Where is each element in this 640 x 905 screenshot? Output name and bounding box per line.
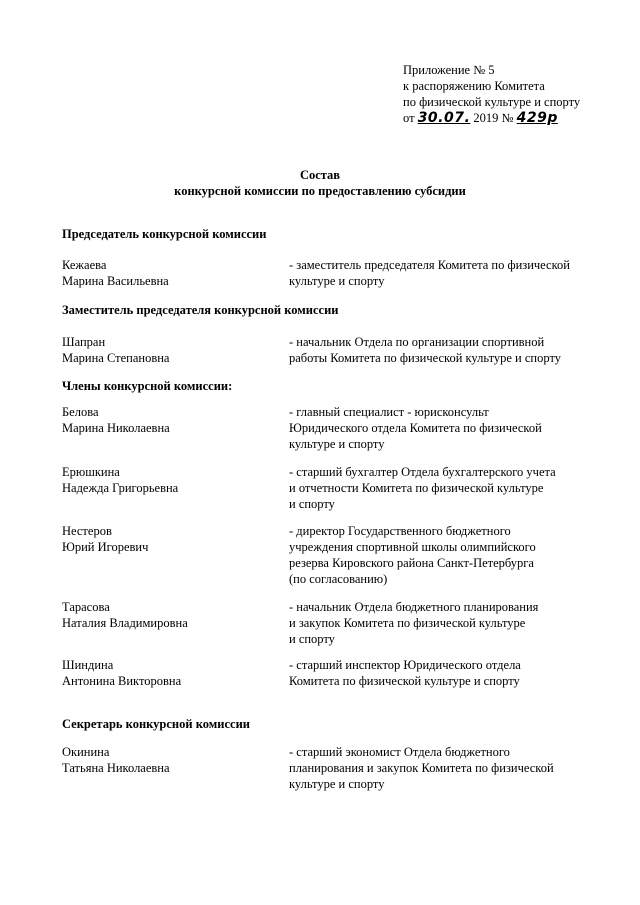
member-name [62, 334, 272, 366]
member-role [289, 334, 589, 366]
member-surname: Белова [62, 405, 99, 419]
role-line: и закупок Комитета по физической культуре [289, 616, 526, 630]
role-line: культуре и спорту [289, 274, 385, 288]
appendix-header [403, 62, 633, 126]
member-name [62, 657, 272, 689]
member-surname: Окинина [62, 745, 110, 759]
role-line: и отчетности Комитета по физической культуре [289, 481, 544, 495]
role-line: и спорту [289, 632, 335, 646]
handwritten-number: 429р [516, 110, 558, 126]
role-line: работы Комитета по физической культуре и спорту [289, 351, 561, 365]
year-label: 2019 № [473, 111, 514, 125]
role-line: учреждения спортивной школы олимпийского [289, 540, 536, 554]
member-surname: Шиндина [62, 658, 114, 672]
role-line: - главный специалист - юрисконсульт [289, 405, 489, 419]
appendix-line-2: к распоряжению Комитета [403, 79, 545, 93]
role-line: культуре и спорту [289, 777, 385, 791]
members-heading: Члены конкурсной комиссии: [62, 379, 233, 393]
member-given-name: Татьяна Николаевна [62, 761, 170, 775]
member-role [289, 657, 589, 689]
member-given-name: Марина Степановна [62, 351, 170, 365]
role-line: - директор Государственного бюджетного [289, 524, 511, 538]
member-name [62, 744, 272, 776]
role-line: - старший инспектор Юридического отдела [289, 658, 521, 672]
member-role [289, 464, 589, 512]
member-name [62, 523, 272, 555]
member-surname: Нестеров [62, 524, 112, 538]
document-title [0, 167, 640, 199]
member-name [62, 257, 272, 289]
title-line-2: конкурсной комиссии по предоставлению субсидии [174, 184, 466, 198]
member-role [289, 523, 589, 587]
role-line: культуре и спорту [289, 437, 385, 451]
member-role [289, 404, 589, 452]
role-line: - старший экономист Отдела бюджетного [289, 745, 510, 759]
role-line: - начальник Отдела по организации спортивной [289, 335, 545, 349]
member-given-name: Юрий Игоревич [62, 540, 149, 554]
role-line: (по согласованию) [289, 572, 388, 586]
deputy-heading: Заместитель председателя конкурсной комиссии [62, 303, 339, 317]
member-given-name: Наталия Владимировна [62, 616, 188, 630]
member-surname: Ерюшкина [62, 465, 120, 479]
role-line: Юридического отдела Комитета по физической [289, 421, 542, 435]
member-surname: Шапран [62, 335, 106, 349]
member-surname: Кежаева [62, 258, 107, 272]
member-role [289, 599, 589, 647]
appendix-line-3: по физической культуре и спорту [403, 95, 581, 109]
from-label: от [403, 111, 415, 125]
chairman-heading: Председатель конкурсной комиссии [62, 227, 267, 241]
appendix-line-1: Приложение № 5 [403, 63, 495, 77]
role-line: резерва Кировского района Санкт-Петербурга [289, 556, 534, 570]
member-given-name: Антонина Викторовна [62, 674, 182, 688]
role-line: Комитета по физической культуре и спорту [289, 674, 520, 688]
appendix-date-line [403, 110, 633, 126]
member-name [62, 599, 272, 631]
member-given-name: Надежда Григорьевна [62, 481, 179, 495]
member-given-name: Марина Васильевна [62, 274, 169, 288]
role-line: планирования и закупок Комитета по физической [289, 761, 554, 775]
member-name [62, 404, 272, 436]
role-line: - заместитель председателя Комитета по физической [289, 258, 570, 272]
member-given-name: Марина Николаевна [62, 421, 170, 435]
member-surname: Тарасова [62, 600, 110, 614]
title-line-1: Состав [299, 168, 341, 182]
handwritten-date: 30.07. [417, 110, 471, 126]
member-name [62, 464, 272, 496]
role-line: и спорту [289, 497, 335, 511]
member-role [289, 744, 589, 792]
role-line: - начальник Отдела бюджетного планирования [289, 600, 539, 614]
member-role [289, 257, 589, 289]
secretary-heading: Секретарь конкурсной комиссии [62, 717, 250, 731]
role-line: - старший бухгалтер Отдела бухгалтерского учета [289, 465, 556, 479]
